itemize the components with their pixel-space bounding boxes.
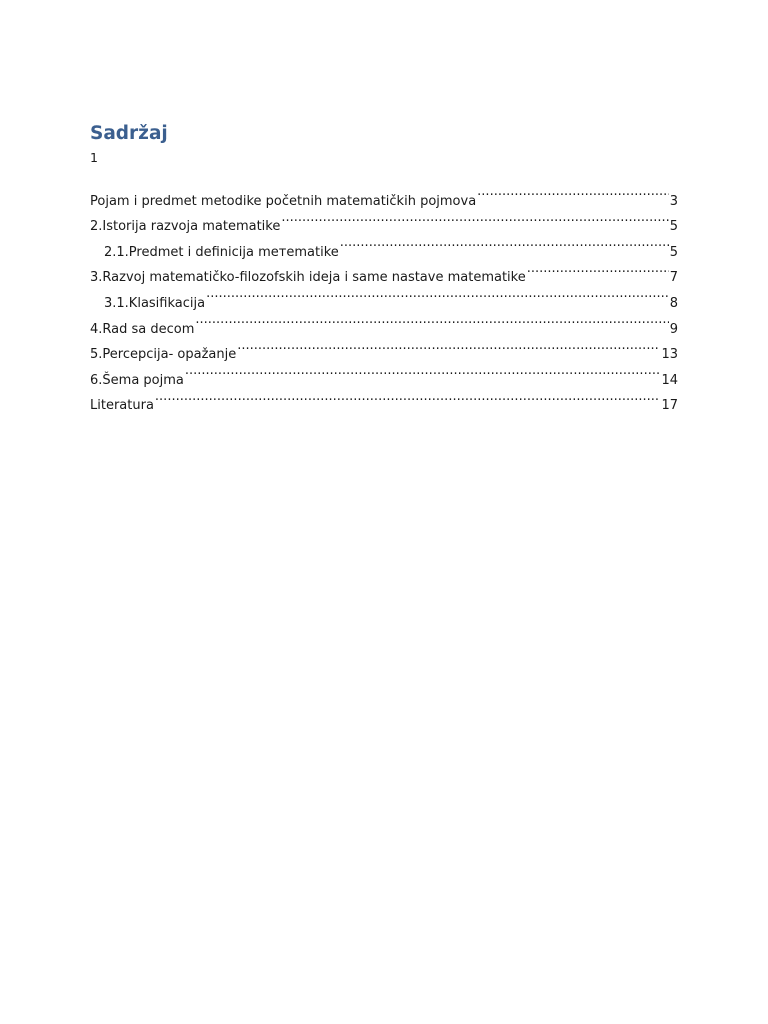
toc-entry-page: 9 <box>669 321 678 337</box>
toc-number: 1 <box>90 150 98 165</box>
toc-dot-leader <box>281 205 668 231</box>
toc-entry-page: 5 <box>669 244 678 260</box>
toc-entry-page: 17 <box>661 398 678 414</box>
toc-heading: Sadržaj <box>90 123 168 144</box>
toc-entry-page: 14 <box>661 372 678 388</box>
toc-entry-title: 2.1.Predmet i definicija meтematike <box>104 244 339 260</box>
toc-entry-title: Pojam i predmet metodike početnih matematičkih pojmova <box>90 193 477 209</box>
toc-entry-page: 13 <box>661 347 678 363</box>
toc-entry-title: 4.Rad sa decom <box>90 321 195 337</box>
toc-entry-title: 3.1.Klasifikacija <box>104 295 206 311</box>
toc-entry-title: 5.Percepcija- opažanje <box>90 347 237 363</box>
toc-entry-page: 3 <box>669 193 678 209</box>
toc-list <box>90 179 678 414</box>
toc-entry-page: 8 <box>669 295 678 311</box>
toc-entry-title: 3.Razvoj matematičko-filozofskih ideja i same nastave matematike <box>90 270 526 286</box>
table-of-contents <box>90 122 678 414</box>
toc-dot-leader <box>206 281 669 307</box>
toc-dot-leader <box>185 358 661 384</box>
toc-dot-leader <box>155 384 661 410</box>
toc-entry[interactable] <box>90 384 678 414</box>
toc-dot-leader <box>527 256 669 282</box>
toc-entry[interactable] <box>90 179 678 209</box>
toc-entry-title: 2.Istorija razvoja matematike <box>90 219 281 235</box>
toc-entry-title: 6.Šema pojma <box>90 372 184 388</box>
toc-entry-page: 7 <box>669 270 678 286</box>
toc-entry-page: 5 <box>669 219 678 235</box>
toc-entry-title: Literatura <box>90 398 154 414</box>
toc-dot-leader <box>477 179 669 205</box>
toc-dot-leader <box>195 307 668 333</box>
toc-dot-leader <box>237 333 660 359</box>
toc-dot-leader <box>340 230 669 256</box>
